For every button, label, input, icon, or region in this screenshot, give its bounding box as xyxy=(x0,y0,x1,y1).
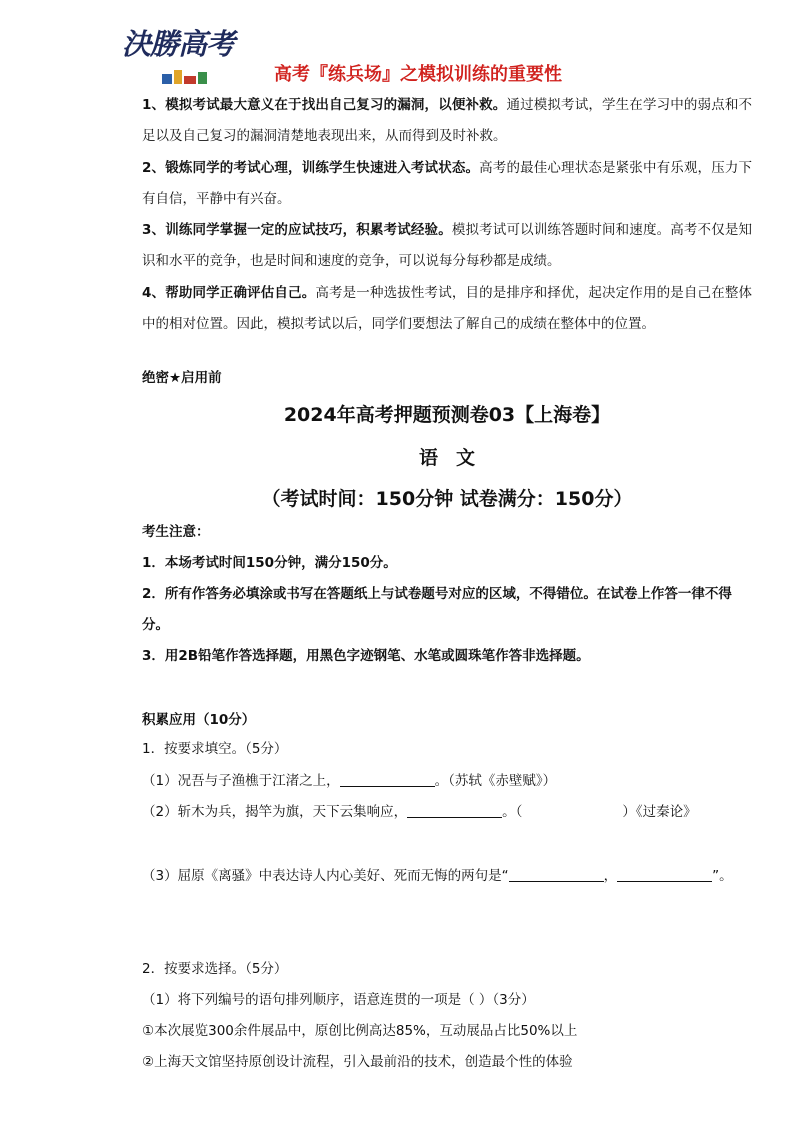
intro-point-lead: 3、训练同学掌握一定的应试技巧，积累考试经验。 xyxy=(142,222,452,238)
answer-blank[interactable] xyxy=(407,803,502,818)
intro-point-3 xyxy=(142,215,752,277)
intro-point-body: 高考的最佳心理状态是紧张中有乐观，压力下有自信，平静中有兴奋。 xyxy=(142,160,752,207)
question-2-item-2: ②上海天文馆坚持原创设计流程，引入最前沿的技术，创造最个性的体验 xyxy=(142,1054,573,1070)
intro-point-1 xyxy=(142,90,752,152)
confidential-mark: 绝密★启用前 xyxy=(142,370,222,386)
exam-title: 2024年高考押题预测卷03【上海卷】 xyxy=(283,404,611,426)
logo-text: 決勝高考 xyxy=(122,27,235,61)
intro-point-2 xyxy=(142,153,752,215)
exam-time-info: （考试时间：150分钟 试卷满分：150分） xyxy=(261,488,633,510)
intro-point-lead: 1、模拟考试最大意义在于找出自己复习的漏洞，以便补救。 xyxy=(142,97,507,113)
intro-point-lead: 4、帮助同学正确评估自己。 xyxy=(142,285,316,301)
notice-item-3: 3．用2B铅笔作答选择题，用黑色字迹钢笔、水笔或圆珠笔作答非选择题。 xyxy=(142,648,590,664)
logo-emblem-icon xyxy=(156,66,216,88)
intro-point-body: 通过模拟考试，学生在学习中的弱点和不足以及自己复习的漏洞清楚地表现出来，从而得到及时补救。 xyxy=(142,97,753,144)
question-2-stem: 2．按要求选择。（5分） xyxy=(142,961,288,977)
notice-item-2: 2．所有作答务必填涂或书写在答题纸上与试卷题号对应的区域，不得错位。在试卷上作答一律不得分。 xyxy=(142,586,732,633)
section-title: 积累应用（10分） xyxy=(142,712,256,728)
banner-title: 高考『练兵场』之模拟训练的重要性 xyxy=(274,64,562,85)
intro-point-body: 高考是一种选拔性考试，目的是排序和择优，起决定作用的是自己在整体中的相对位置。因此，模拟考试以后，同学们要想法了解自己的成绩在整体中的位置。 xyxy=(142,285,752,332)
answer-blank[interactable] xyxy=(617,867,712,882)
intro-point-lead: 2、锻炼同学的考试心理，训练学生快速进入考试状态。 xyxy=(142,160,480,176)
brand-logo xyxy=(122,22,240,92)
notice-item-1: 1．本场考试时间150分钟，满分150分。 xyxy=(142,555,397,571)
question-1-part-1: （1）况吾与子渔樵于江渚之上， 。（苏轼《赤壁赋》） xyxy=(142,773,557,789)
intro-point-4 xyxy=(142,278,752,340)
question-1-part-3: （3）屈原《离骚》中表达诗人内心美好、死而无悔的两句是“ ， ”。 xyxy=(142,868,733,884)
intro-point-body: 模拟考试可以训练答题时间和速度。高考不仅是知识和水平的竞争，也是时间和速度的竞争，可以说每分每秒都是成绩。 xyxy=(142,222,752,269)
question-1-stem: 1．按要求填空。（5分） xyxy=(142,741,288,757)
question-2-item-1: ①本次展览300余件展品中，原创比例高达85%，互动展品占比50%以上 xyxy=(142,1023,578,1039)
notice-heading: 考生注意： xyxy=(142,524,210,540)
exam-subject: 语文 xyxy=(418,447,493,469)
question-2-sub-1: （1）将下列编号的语句排列顺序，语意连贯的一项是（ ）（3分） xyxy=(142,992,535,1008)
answer-blank[interactable] xyxy=(340,772,435,787)
question-1-part-2: （2）斩木为兵，揭竿为旗，天下云集响应， 。（ ）《过秦论》 xyxy=(142,804,697,820)
answer-blank[interactable] xyxy=(509,867,604,882)
